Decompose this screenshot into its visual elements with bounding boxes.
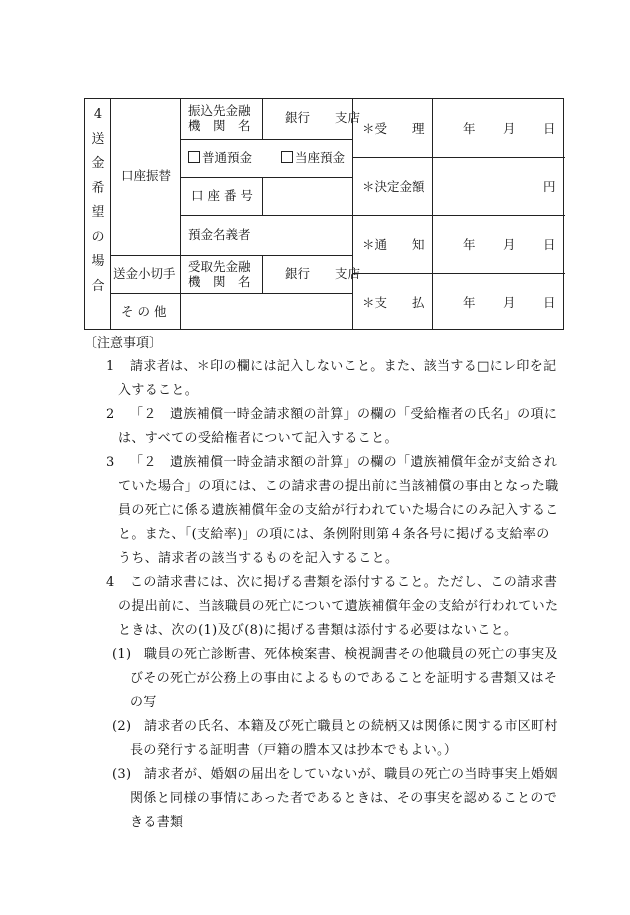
sub-2-line: 長の発行する証明書（戸籍の謄本又は抄本でもよい。） — [130, 743, 458, 758]
sub-1-line: 職員の死亡診断書、死体検案書、検視調書その他職員の死亡の事実及 — [144, 647, 558, 662]
note-3-line: 員の死亡に係る遺族補償年金の支給が行われていた場合にのみ記入するこ — [118, 503, 559, 518]
grid-line — [262, 177, 263, 215]
date-year: 年 — [463, 237, 476, 252]
grid-line — [110, 293, 180, 294]
note-4-line: ときは、次の(1)及び(8)に掲げる書類は添付する必要はないこと。 — [118, 623, 518, 638]
grid-line — [352, 273, 565, 274]
label-bank: 銀行 — [285, 110, 311, 125]
label-kettei: ＊決定金額 — [362, 179, 425, 194]
sub-3-number: (3) — [112, 767, 132, 782]
grid-line — [262, 255, 263, 293]
label-sonota: そ の 他 — [121, 304, 167, 319]
label-branch-2: 支店 — [335, 266, 361, 281]
label-juri: ＊受 理 — [362, 121, 425, 136]
label-bank-2: 銀行 — [285, 266, 311, 281]
note-3-line: ていた場合」の項には、この請求書の提出前に当該補償の事由となった職 — [118, 479, 559, 494]
checkbox-icon — [188, 151, 200, 163]
date-day: 日 — [543, 121, 556, 136]
note-4-number: 4 — [106, 575, 115, 590]
label-uketori-bank-1: 受取先金融 — [188, 259, 251, 274]
date-day: 日 — [543, 237, 556, 252]
date-year: 年 — [463, 121, 476, 136]
checkbox-toza[interactable]: 当座預金 — [281, 151, 345, 165]
note-1-number: 1 — [106, 359, 115, 374]
grid-line — [180, 293, 352, 294]
grid-line — [180, 177, 352, 178]
checkbox-futsu[interactable]: 普通預金 — [188, 151, 252, 165]
date-day: 日 — [543, 295, 556, 310]
note-4-line: の提出前に、当該職員の死亡について遺族補償年金の支給が行われていた — [118, 599, 559, 614]
amount-yen: 円 — [543, 179, 556, 194]
sub-2-line: 請求者の氏名、本籍及び死亡職員との続柄又は関係に関する市区町村 — [144, 719, 558, 734]
grid-line — [180, 99, 181, 329]
grid-line — [180, 139, 352, 140]
note-1-line: 請求者は、＊印の欄には記入しないこと。また、該当する□にレ印を記 — [130, 359, 557, 374]
note-4-line: この請求書には、次に掲げる書類を添付すること。ただし、この請求書 — [130, 575, 558, 590]
date-month: 月 — [503, 237, 516, 252]
checkbox-icon — [281, 151, 293, 163]
note-3-number: 3 — [106, 455, 115, 470]
grid-line — [432, 99, 433, 329]
sub-1-line: びその死亡が公務上の事由によるものであることを証明する書類又はそ — [130, 671, 558, 686]
note-2-number: 2 — [106, 407, 115, 422]
note-3-line: 「２ 遺族補償一時金請求額の計算」の欄の「遺族補償年金が支給され — [130, 455, 558, 470]
label-branch: 支店 — [335, 110, 361, 125]
grid-line — [180, 215, 352, 216]
sub-1-line: の写 — [130, 695, 157, 710]
note-1-line: 入すること。 — [118, 383, 199, 398]
sub-3-line: 請求者が、婚姻の届出をしていないが、職員の死亡の当時事実上婚姻 — [144, 767, 558, 782]
label-koza-furikae: 口座振替 — [121, 168, 172, 183]
note-2-line: は、すべての受給権者について記入すること。 — [118, 431, 398, 446]
sub-1-number: (1) — [112, 647, 132, 662]
grid-line — [262, 99, 263, 139]
sub-2-number: (2) — [112, 719, 132, 734]
label-tsuchi: ＊通 知 — [362, 237, 425, 252]
grid-line — [352, 157, 565, 158]
grid-line — [110, 99, 111, 329]
label-kogitte: 送金小切手 — [113, 266, 176, 281]
date-month: 月 — [503, 295, 516, 310]
label-furikomi-bank-2: 機 関 名 — [188, 118, 251, 133]
date-year: 年 — [463, 295, 476, 310]
grid-line — [180, 255, 352, 256]
section-label-vertical: 4 送 金 希 望 の 場 合 — [91, 107, 105, 294]
note-3-line: と。また、「(支給率)」の項には、条例附則第４条各号に掲げる支給率の — [118, 527, 550, 542]
label-furikomi-bank-1: 振込先金融 — [188, 103, 251, 118]
label-account-holder: 預金名義者 — [188, 227, 251, 242]
notes-heading: 〔注意事項〕 — [84, 336, 163, 351]
remittance-form-table — [84, 98, 564, 330]
grid-line — [352, 99, 353, 329]
label-uketori-bank-2: 機 関 名 — [188, 274, 251, 289]
sub-3-line: きる書類 — [130, 815, 184, 830]
sub-3-line: 関係と同様の事情にあった者であるときは、その事実を認めることので — [130, 791, 558, 806]
grid-line — [110, 255, 180, 256]
label-account-number: 口 座 番 号 — [191, 188, 253, 203]
grid-line — [352, 215, 565, 216]
label-shiharai: ＊支 払 — [362, 295, 425, 310]
note-2-line: 「２ 遺族補償一時金請求額の計算」の欄の「受給権者の氏名」の項に — [130, 407, 558, 422]
date-month: 月 — [503, 121, 516, 136]
note-3-line: うち、請求者の該当するものを記入すること。 — [118, 551, 399, 566]
